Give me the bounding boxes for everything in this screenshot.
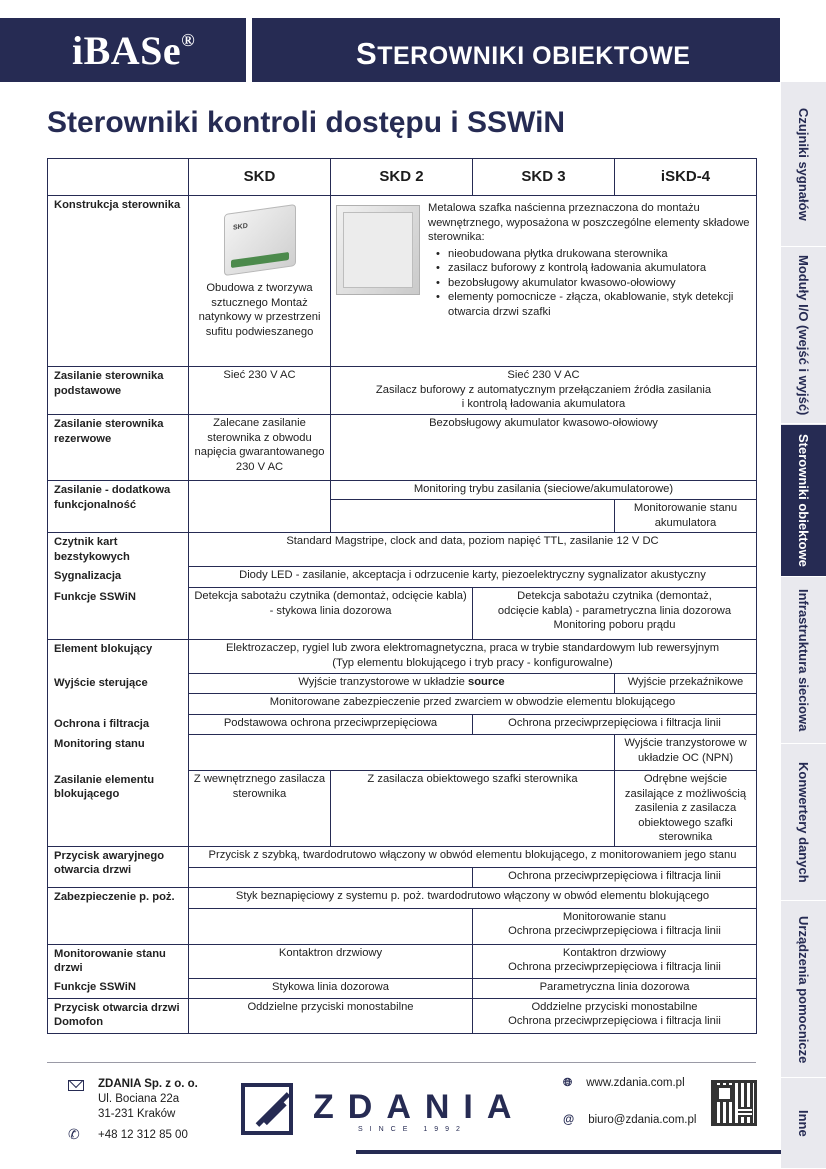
globe-icon: 🌐︎ <box>563 1077 573 1089</box>
table-cell: Podstawowa ochrona przeciwprzepięciowa <box>189 715 473 735</box>
table-cell: Detekcja sabotażu czytnika (demontaż, odcięcie kabla) - parametryczna linia dozorowa Monitoring poboru prądu <box>473 588 757 640</box>
table-cell: SKD Obudowa z tworzywa sztucznego Montaż natynkowy w przestrzeni sufitu podwieszanego <box>189 196 331 367</box>
phone-icon: ✆ <box>68 1126 80 1142</box>
row-label: Monitoring stanu <box>48 735 189 771</box>
row-label: Konstrukcja sterownika <box>48 196 189 367</box>
table-cell: Wyjście przekaźnikowe <box>615 674 757 694</box>
company-phone[interactable]: +48 12 312 85 00 <box>98 1129 188 1141</box>
row-label: Sygnalizacja <box>48 567 189 588</box>
spec-table <box>47 158 757 1034</box>
table-cell: Odrębne wejście zasilające z możliwością zasilenia z zasilacza obiektowego szafki sterownika <box>615 771 757 847</box>
table-cell <box>189 867 473 887</box>
page-header <box>0 18 780 82</box>
sidebar-tab-urzadzenia[interactable]: Urządzenia pomocnicze <box>781 902 826 1078</box>
table-cell: Standard Magstripe, clock and data, poziom napięć TTL, zasilanie 12 V DC <box>189 533 757 567</box>
table-cell: Oddzielne przyciski monostabilne Ochrona przeciwprzepięciowa i filtracja linii <box>473 998 757 1033</box>
row-label: Przycisk otwarcia drzwi Domofon <box>48 998 189 1033</box>
table-cell: Styk beznapięciowy z systemu p. poż. twardodrutowo włączony w obwód elementu blokującego <box>189 887 757 908</box>
table-cell: Monitorowanie stanu Ochrona przeciwprzepięciowa i filtracja linii <box>473 908 757 944</box>
table-cell: Kontaktron drzwiowy Ochrona przeciwprzepięciowa i filtracja linii <box>473 944 757 978</box>
table-cell: Sieć 230 V AC Zasilacz buforowy z automatycznym przełączaniem źródła zasilania i kontrolą ładowania akumulatora <box>331 367 757 415</box>
category-sidebar <box>781 82 826 1169</box>
row-label: Czytnik kart bezstykowych <box>48 533 189 567</box>
email-link[interactable]: @ biuro@zdania.com.pl <box>563 1114 697 1126</box>
zdania-logo-mark <box>241 1083 293 1135</box>
row-label: Zasilanie elementu blokującego <box>48 771 189 847</box>
list-item: • nieobudowana płytka drukowana sterownika <box>428 247 751 262</box>
table-cell: Diody LED - zasilanie, akceptacja i odrzucenie karty, piezoelektryczny sygnalizator akustyczny <box>189 567 757 588</box>
table-cell: Z zasilacza obiektowego szafki sterownika <box>331 771 615 847</box>
row-label: Monitorowanie stanu drzwi <box>48 944 189 978</box>
list-item: • bezobsługowy akumulator kwasowo-ołowiowy <box>428 276 751 291</box>
row-label: Zasilanie sterownika rezerwowe <box>48 415 189 481</box>
table-cell: Bezobsługowy akumulator kwasowo-ołowiowy <box>331 415 757 481</box>
row-label: Ochrona i filtracja <box>48 715 189 735</box>
sidebar-tab-inne[interactable]: Inne <box>781 1079 826 1169</box>
table-cell: Wyjście tranzystorowe w układzie OC (NPN) <box>615 735 757 771</box>
qr-code <box>711 1080 757 1126</box>
row-label: Zasilanie - dodatkowa funkcjonalność <box>48 481 189 533</box>
table-cell <box>189 481 331 533</box>
table-cell: Wyjście tranzystorowe w układzie source <box>189 674 615 694</box>
row-label: Funkcje SSWiN <box>48 588 189 640</box>
column-header: SKD 3 <box>473 159 615 196</box>
table-cell: Detekcja sabotażu czytnika (demontaż, odcięcie kabla) - stykowa linia dozorowa <box>189 588 473 640</box>
zdania-wordmark: ZDANIA <box>313 1088 526 1126</box>
table-cell <box>189 735 615 771</box>
page-title: Sterowniki kontroli dostępu i SSWiN <box>47 106 566 139</box>
table-cell: Monitorowanie stanu akumulatora <box>615 500 757 533</box>
table-cell: Oddzielne przyciski monostabilne <box>189 998 473 1033</box>
table-cell: Kontaktron drzwiowy <box>189 944 473 978</box>
column-header: SKD <box>189 159 331 196</box>
cabinet-image <box>336 205 420 295</box>
row-label: Zabezpieczenie p. poż. <box>48 887 189 944</box>
sidebar-tab-konwertery[interactable]: Konwertery danych <box>781 745 826 901</box>
header-separator <box>246 18 252 82</box>
sidebar-tab-moduly[interactable]: Moduły I/O (wejść i wyjść) <box>781 248 826 424</box>
row-label: Zasilanie sterownika podstawowe <box>48 367 189 415</box>
sidebar-tab-czujniki[interactable]: Czujniki sygnałów <box>781 82 826 247</box>
table-cell: Monitoring trybu zasilania (sieciowe/akumulatorowe) <box>331 481 757 500</box>
table-cell <box>189 908 473 944</box>
table-cell: Monitorowane zabezpieczenie przed zwarciem w obwodzie elementu blokującego <box>189 694 757 715</box>
company-address: ZDANIA Sp. z o. o. Ul. Bociana 22a 31-231 Kraków <box>98 1078 198 1120</box>
row-label: Element blokujący <box>48 640 189 674</box>
list-item: • zasilacz buforowy z kontrolą ładowania akumulatora <box>428 261 751 276</box>
table-cell: Elektrozaczep, rygiel lub zwora elektromagnetyczna, praca w trybie standardowym lub rewersyjnym (Typ elementu blokującego i tryb pracy - konfigurowalne) <box>189 640 757 674</box>
row-label: Funkcje SSWiN <box>48 978 189 998</box>
table-cell: Metalowa szafka naścienna przeznaczona do montażu wewnętrznego, wyposażona w poszczególne elementy składowe sterownika: • nieobudowana płytka drukowana sterownika • zasilacz buforowy z kontrolą ładowania akumulatora • bezobsługowy akumulator kwasowo-ołowiowy • elementy pomocnicze - złącza, okablowanie, styk detekcji otwarcia drzwi szafki <box>331 196 757 367</box>
website-link[interactable]: 🌐︎ www.zdania.com.pl <box>563 1077 685 1089</box>
table-cell: Sieć 230 V AC <box>189 367 331 415</box>
sidebar-tab-infrastruktura[interactable]: Infrastruktura sieciowa <box>781 578 826 744</box>
table-cell: Stykowa linia dozorowa <box>189 978 473 998</box>
column-header: SKD 2 <box>331 159 473 196</box>
table-cell: Ochrona przeciwprzepięciowa i filtracja linii <box>473 715 757 735</box>
sidebar-tab-sterowniki[interactable]: Sterowniki obiektowe <box>781 425 826 577</box>
table-corner <box>48 159 189 196</box>
at-icon: @ <box>563 1114 575 1126</box>
table-cell: Z wewnętrznego zasilacza sterownika <box>189 771 331 847</box>
since-text: SINCE 1992 <box>358 1126 467 1133</box>
table-cell: Ochrona przeciwprzepięciowa i filtracja linii <box>473 867 757 887</box>
ibase-logo: iBASe® <box>72 28 196 73</box>
footer-divider <box>47 1062 756 1063</box>
list-item: • elementy pomocnicze - złącza, okablowanie, styk detekcji otwarcia drzwi szafki <box>428 290 751 319</box>
table-cell <box>331 500 615 533</box>
table-cell: Przycisk z szybką, twardodrutowo włączony w obwód elementu blokującego, z monitorowaniem jego stanu <box>189 846 757 867</box>
bottom-accent-bar <box>356 1150 781 1154</box>
table-cell: Zalecane zasilanie sterownika z obwodu napięcia gwarantowanego 230 V AC <box>189 415 331 481</box>
row-label: Wyjście sterujące <box>48 674 189 715</box>
envelope-icon <box>68 1080 84 1091</box>
section-title: STEROWNIKI OBIEKTOWE <box>356 36 691 71</box>
row-label: Przycisk awaryjnego otwarcia drzwi <box>48 846 189 887</box>
table-cell: Parametryczna linia dozorowa <box>473 978 757 998</box>
skd-product-image: SKD <box>224 204 296 276</box>
column-header: iSKD-4 <box>615 159 757 196</box>
